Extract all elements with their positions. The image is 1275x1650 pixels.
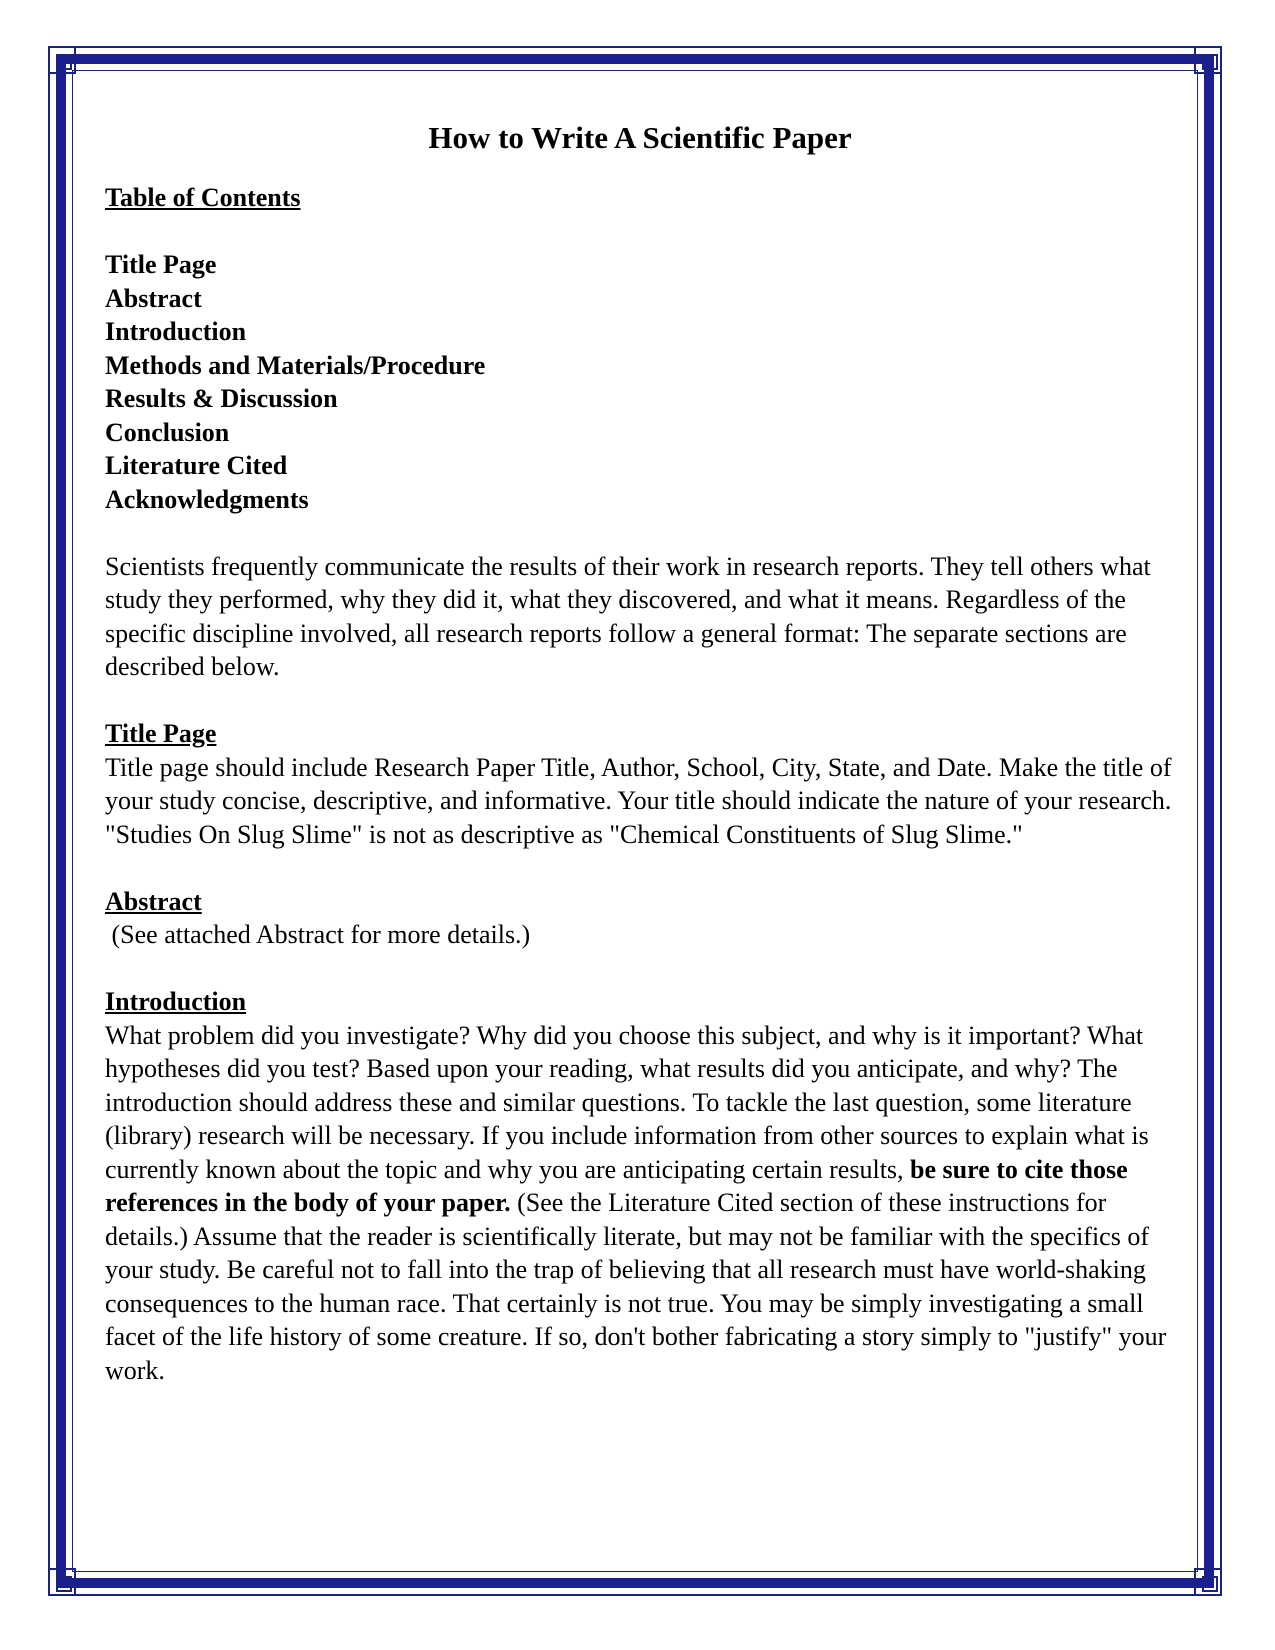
document-title: How to Write A Scientific Paper: [428, 120, 852, 155]
introduction-text-part1: What problem did you investigate? Why did you choose this subject, and why is it important? What hypotheses did you test? Based upon your reading, what results did you anticipate, and why? The introduction should address these and similar questions. To tackle the last question, some literature (library) research will be necessary. If you include information from other sources to explain what is currently known about the topic and why you are anticipating certain results,: [105, 1020, 1149, 1184]
toc-item-literature-cited: Literature Cited: [105, 451, 288, 480]
toc-list: [105, 248, 1175, 516]
introduction-text-part2: (See the Literature Cited section of these instructions for details.) Assume that the reader is scientifically literate, but may not be familiar with the specifics of your study. Be careful not to fall into the trap of believing that all research must have world-shaking consequences to the human race. That certainly is not true. You may be simply investigating a small facet of the life history of some creature. If so, don't bother fabricating a story simply to "justify" your work.: [105, 1188, 1167, 1385]
section-body-abstract: (See attached Abstract for more details.): [105, 920, 531, 949]
toc-item-acknowledgments: Acknowledgments: [105, 484, 309, 514]
section-heading-title-page: Title Page: [105, 719, 217, 748]
corner-ornament-top-left: [48, 46, 76, 74]
section-body-title-page: Title page should include Research Paper Title, Author, School, City, State, and Date. Make the title of your study concise, descriptive, and informative. Your title should indicate the nature of your research. "Studies On Slug Slime" is not as descriptive as "Chemical Constituents of Slug Slime.": [105, 752, 1172, 849]
section-body-introduction: [105, 1019, 1175, 1388]
toc-item-methods: Methods and Materials/Procedure: [105, 350, 486, 380]
intro-paragraph: Scientists frequently communicate the results of their work in research reports. They tell others what study they performed, why they did it, what they discovered, and what it means. Regardless of the specific discipline involved, all research reports follow a general format: The separate sections are described below.: [105, 551, 1151, 681]
toc-item-conclusion: Conclusion: [105, 417, 230, 447]
corner-ornament-bottom-right: [1194, 1568, 1222, 1596]
document-body: [105, 118, 1175, 1387]
toc-heading: Table of Contents: [105, 183, 301, 212]
toc-item-introduction: Introduction: [105, 317, 247, 346]
toc-item-results: Results & Discussion: [105, 384, 338, 413]
section-heading-introduction: Introduction: [105, 987, 247, 1016]
toc-item-abstract: Abstract: [105, 283, 202, 313]
corner-ornament-bottom-left: [48, 1568, 76, 1596]
section-heading-abstract: Abstract: [105, 886, 202, 916]
corner-ornament-top-right: [1194, 46, 1222, 74]
toc-item-title-page: Title Page: [105, 250, 217, 279]
introduction-text-bold: be sure to cite those references in the body of your paper.: [105, 1154, 1128, 1217]
